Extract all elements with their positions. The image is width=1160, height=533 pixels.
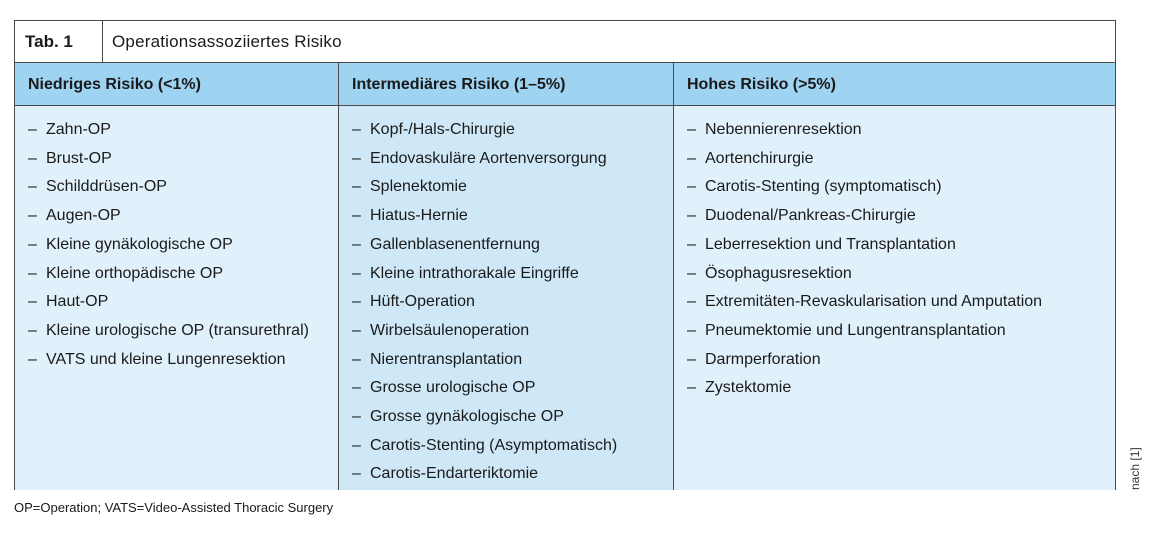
column-body-low-risk <box>15 106 338 490</box>
list-item: – Brust-OP <box>28 145 338 174</box>
list-item: – Hiatus-Hernie <box>352 202 673 231</box>
list-item: – Wirbelsäulenoperation <box>352 317 673 346</box>
table-number-label: Tab. 1 <box>15 21 103 62</box>
list-item: – Augen-OP <box>28 202 338 231</box>
list-item: – Kopf-/Hals-Chirurgie <box>352 116 673 145</box>
list-item: – Kleine gynäkologische OP <box>28 231 338 260</box>
list-item: – Gallenblasenentfernung <box>352 231 673 260</box>
list-item: – Zystektomie <box>687 374 1115 403</box>
list-item: – Zahn-OP <box>28 116 338 145</box>
list-item: – VATS und kleine Lungenresektion <box>28 346 338 375</box>
list-item: – Aortenchirurgie <box>687 145 1115 174</box>
list-item: – Carotis-Stenting (symptomatisch) <box>687 173 1115 202</box>
procedure-list <box>687 116 1115 403</box>
list-item: – Endovaskuläre Aortenversorgung <box>352 145 673 174</box>
list-item: – Extremitäten-Revaskularisation und Amputation <box>687 288 1115 317</box>
column-intermediate-risk <box>338 63 674 490</box>
list-item: – Kleine urologische OP (transurethral) <box>28 317 338 346</box>
list-item: – Schilddrüsen-OP <box>28 173 338 202</box>
list-item: – Grosse gynäkologische OP <box>352 403 673 432</box>
list-item: – Kleine intrathorakale Eingriffe <box>352 260 673 289</box>
source-note: nach [1] <box>1128 447 1142 490</box>
list-item: – Splenektomie <box>352 173 673 202</box>
column-header-high-risk: Hohes Risiko (>5%) <box>674 63 1115 106</box>
list-item: – Carotis-Endarteriktomie <box>352 460 673 489</box>
table-title: Operationsassoziiertes Risiko <box>112 32 342 51</box>
procedure-list <box>352 116 673 489</box>
list-item: – Carotis-Stenting (Asymptomatisch) <box>352 432 673 461</box>
list-item: – Haut-OP <box>28 288 338 317</box>
column-header-low-risk: Niedriges Risiko (<1%) <box>15 63 338 106</box>
column-body-intermediate-risk <box>339 106 673 490</box>
column-body-high-risk <box>674 106 1115 490</box>
list-item: – Nierentransplantation <box>352 346 673 375</box>
column-header-intermediate-risk: Intermediäres Risiko (1–5%) <box>339 63 673 106</box>
list-item: – Leberresektion und Transplantation <box>687 231 1115 260</box>
list-item: – Pneumektomie und Lungentransplantation <box>687 317 1115 346</box>
table-title-row <box>15 21 1115 63</box>
list-item: – Hüft-Operation <box>352 288 673 317</box>
list-item: – Duodenal/Pankreas-Chirurgie <box>687 202 1115 231</box>
list-item: – Grosse urologische OP <box>352 374 673 403</box>
column-low-risk <box>15 63 338 490</box>
column-high-risk <box>674 63 1115 490</box>
list-item: – Darmperforation <box>687 346 1115 375</box>
risk-table <box>14 20 1116 490</box>
list-item: – Ösophagusresektion <box>687 260 1115 289</box>
list-item: – Kleine orthopädische OP <box>28 260 338 289</box>
footnote: OP=Operation; VATS=Video-Assisted Thoracic Surgery <box>14 500 334 515</box>
procedure-list <box>28 116 338 374</box>
list-item: – Nebennierenresektion <box>687 116 1115 145</box>
